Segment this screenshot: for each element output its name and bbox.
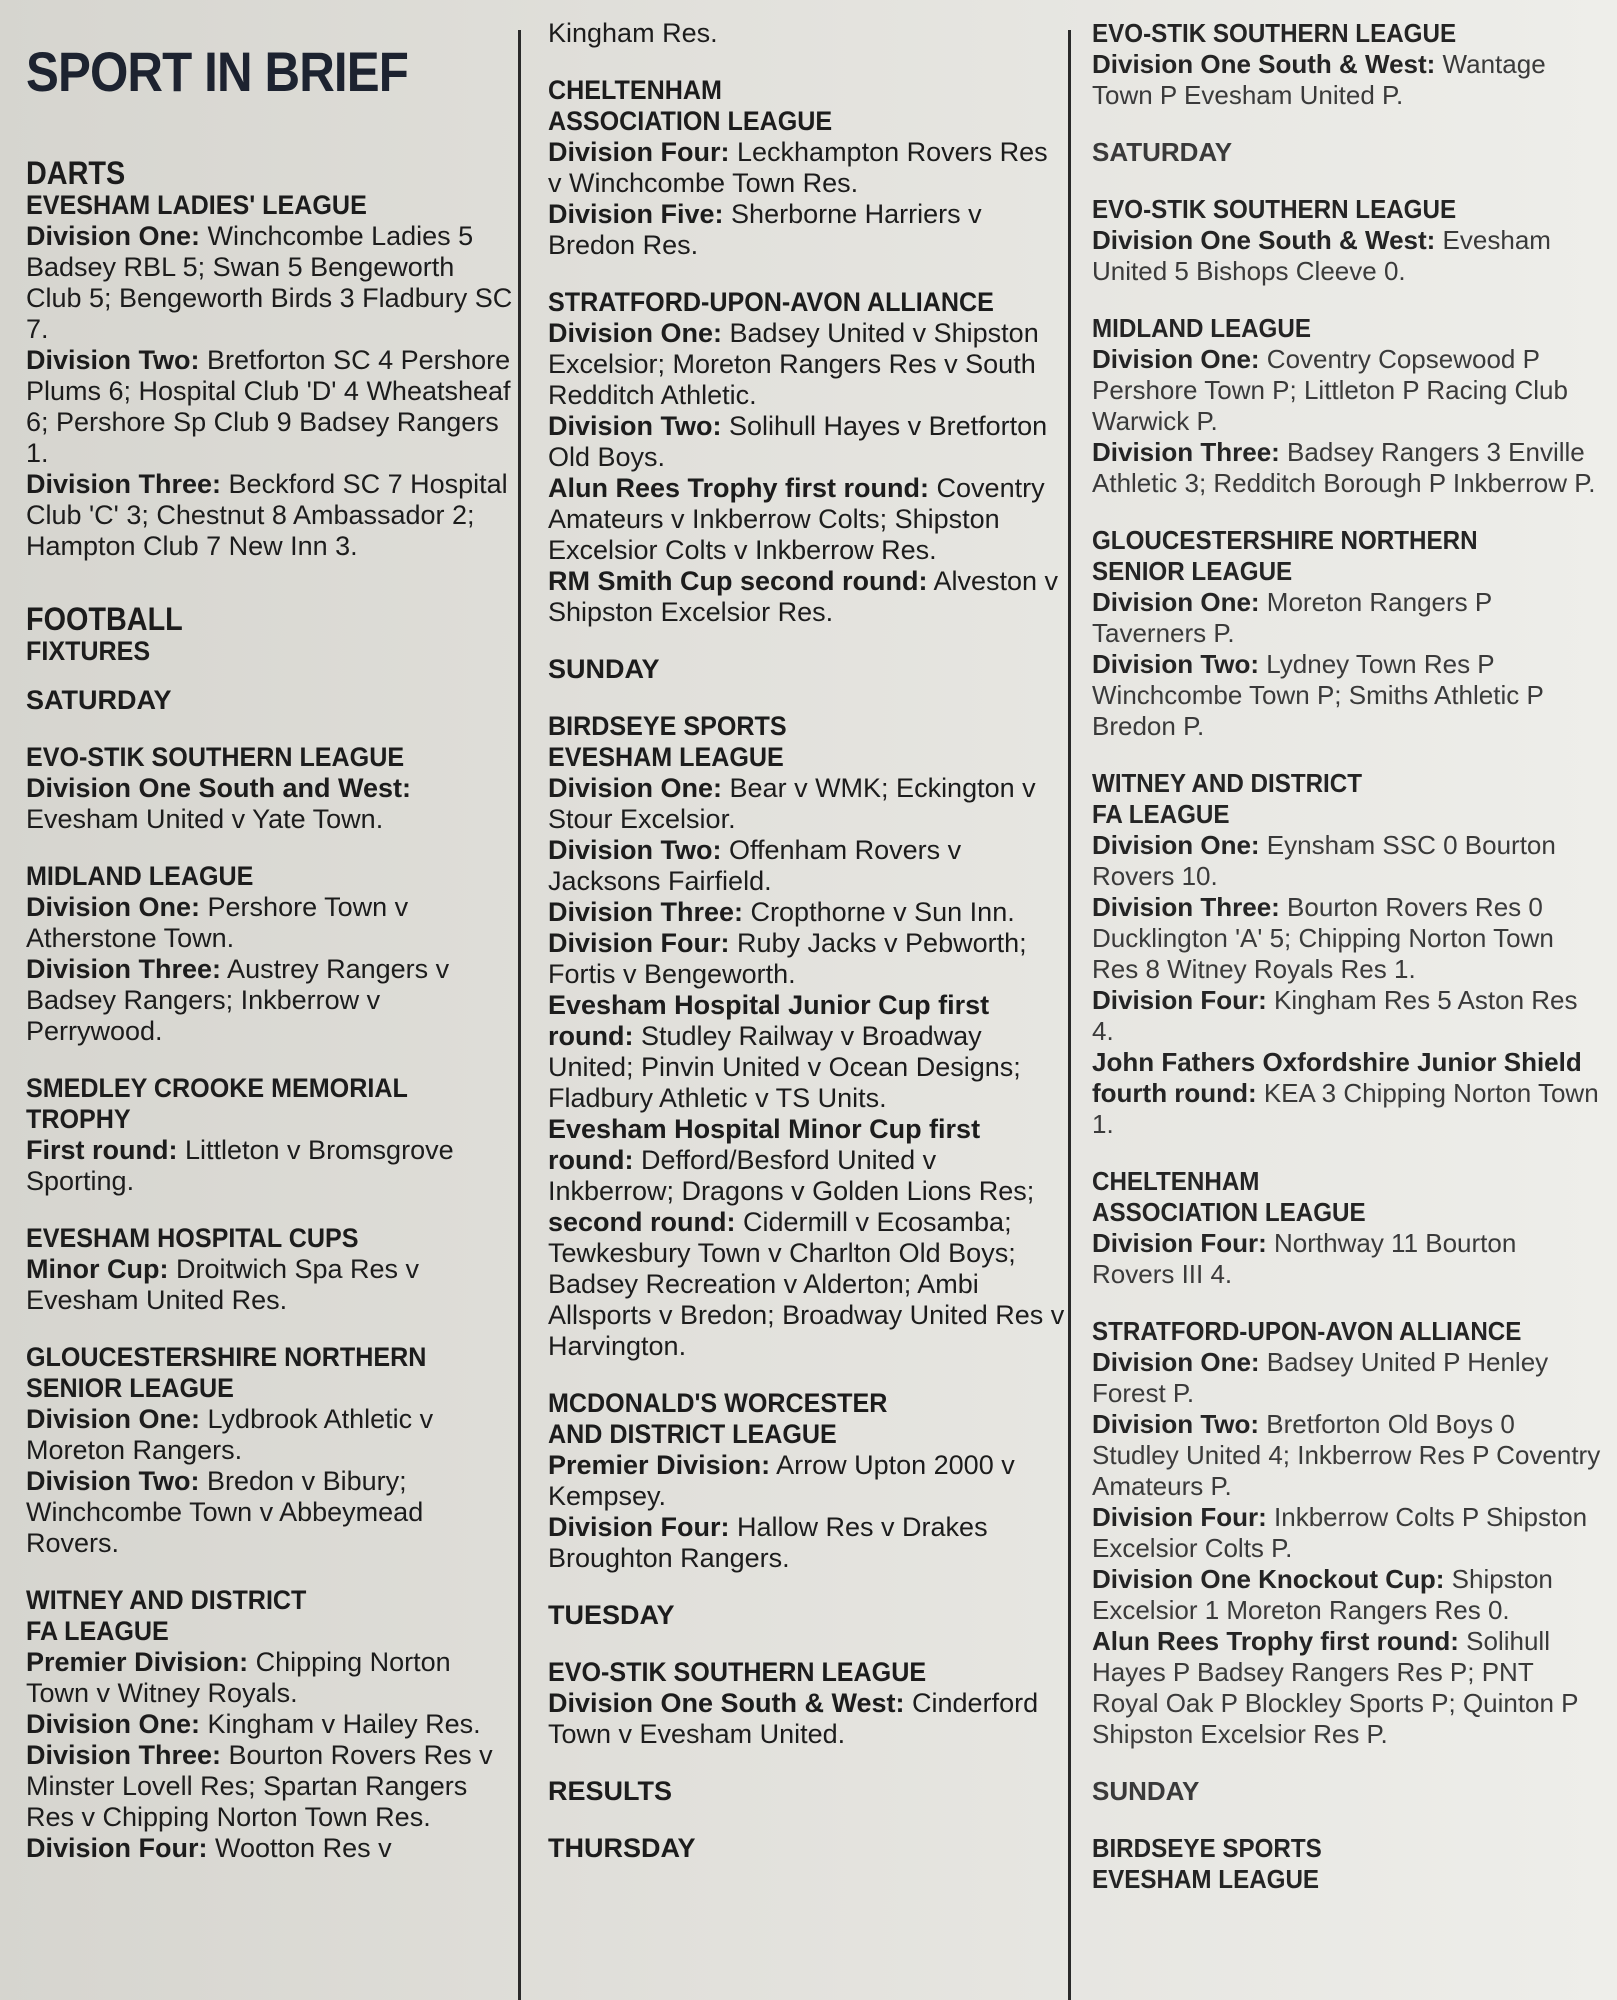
fixture-text: Ruby Jacks v Pebworth; Fortis v Bengeworth. [548, 928, 1027, 989]
fixture-line [548, 566, 1068, 628]
fixture-line [26, 773, 516, 835]
fixture-text: Pershore Town v Atherstone Town. [26, 892, 409, 953]
day-heading: SUNDAY [1092, 1776, 1200, 1806]
fixture-text: Evesham United 5 Bishops Cleeve 0. [1092, 225, 1551, 286]
fixture-text: Bourton Rovers Res v Minster Lovell Res; Spartan Rangers Res v Chipping Norton Town Res. [26, 1740, 493, 1832]
page-title: SPORT IN BRIEF [26, 40, 408, 103]
league-block [1092, 768, 1602, 1140]
fixture-text: Cidermill v Ecosamba; Tewkesbury Town v Charlton Old Boys; Badsey Recreation v Alderton; Ambi Allsports v Bredon; Broadway United Res v Harvington. [548, 1207, 1065, 1361]
section-subheading: FIXTURES [26, 636, 151, 666]
result-line [26, 221, 516, 345]
league-heading: EVO-STIK SOUTHERN LEAGUE [26, 742, 405, 772]
day-heading: SATURDAY [26, 685, 172, 715]
league-block [26, 742, 516, 835]
fixture-line [1092, 1626, 1602, 1750]
result-text: Bretforton SC 4 Pershore Plums 6; Hospital Club 'D' 4 Wheatsheaf 6; Pershore Sp Club 9 Badsey Rangers 1. [26, 345, 511, 468]
division-label: Division Three: [548, 897, 744, 927]
fixture-line [548, 199, 1068, 261]
fixture-text: Wantage Town P Evesham United P. [1092, 49, 1546, 110]
league-heading: GLOUCESTERSHIRE NORTHERN [26, 1342, 427, 1372]
division-label: First round: [26, 1135, 178, 1165]
league-heading: EVO-STIK SOUTHERN LEAGUE [1092, 18, 1457, 48]
result-text: Beckford SC 7 Hospital Club 'C' 3; Chestnut 8 Ambassador 2; Hampton Club 7 New Inn 3. [26, 469, 508, 561]
division-label: Division One: [1092, 830, 1260, 860]
league-heading: MIDLAND LEAGUE [26, 861, 254, 891]
league-block [548, 711, 1068, 1362]
fixture-line [548, 1512, 1068, 1574]
league-heading: GLOUCESTERSHIRE NORTHERN [1092, 525, 1478, 555]
league-heading: WITNEY AND DISTRICT [1092, 768, 1363, 798]
league-heading: BIRDSEYE SPORTS [548, 711, 787, 741]
fixture-text: Offenham Rovers v Jacksons Fairfield. [548, 835, 962, 896]
fixture-line [548, 1207, 1068, 1362]
division-label: Division One Knockout Cup: [1092, 1564, 1445, 1594]
fixture-text: Lydbrook Athletic v Moreton Rangers. [26, 1404, 434, 1465]
fixture-line [548, 835, 1068, 897]
fixture-text: Leckhampton Rovers Res v Winchcombe Town Res. [548, 137, 1048, 198]
fixture-text: Sherborne Harriers v Bredon Res. [548, 199, 982, 260]
league-block [1092, 18, 1602, 111]
league-block [26, 1585, 516, 1864]
column-rule [1068, 30, 1071, 2000]
league-block [1092, 1833, 1602, 1895]
division-label: Division Four: [26, 1833, 208, 1863]
league-heading: CHELTENHAM [1092, 1166, 1260, 1196]
fixture-line [1092, 1564, 1602, 1626]
league-heading: STRATFORD-UPON-AVON ALLIANCE [548, 287, 994, 317]
league-block [26, 861, 516, 1047]
sport-heading-darts: DARTS [26, 155, 126, 191]
fixture-line [26, 1647, 516, 1709]
result-text: Winchcombe Ladies 5 Badsey RBL 5; Swan 5 Bengeworth Club 5; Bengeworth Birds 3 Fladbury SC 7. [26, 221, 513, 344]
league-block [1092, 313, 1602, 499]
fixture-line [26, 1833, 516, 1864]
fixture-text: Cinderford Town v Evesham United. [548, 1688, 1039, 1749]
league-heading: WITNEY AND DISTRICT [26, 1585, 307, 1615]
division-label: Division Two: [548, 411, 722, 441]
result-line [26, 469, 516, 562]
division-label: Division One South & West: [1092, 225, 1436, 255]
division-label: Division Four: [1092, 985, 1267, 1015]
fixture-text: Shipston Excelsior 1 Moreton Rangers Res 0. [1092, 1564, 1553, 1625]
result-line [26, 345, 516, 469]
fixture-text: Cropthorne v Sun Inn. [743, 897, 1015, 927]
fixture-line [548, 473, 1068, 566]
fixture-text: Bear v WMK; Eckington v Stour Excelsior. [548, 773, 1036, 834]
division-label: Division Four: [1092, 1228, 1267, 1258]
fixture-line [1092, 587, 1602, 649]
fixture-line [548, 1114, 1068, 1207]
league-heading: SENIOR LEAGUE [26, 1373, 234, 1403]
league-heading: EVESHAM HOSPITAL CUPS [26, 1223, 359, 1253]
fixture-blocks [548, 75, 1068, 628]
fixture-blocks [26, 742, 516, 1864]
fixture-blocks [548, 711, 1068, 1574]
fixture-line [1092, 1228, 1602, 1290]
league-heading: AND DISTRICT LEAGUE [548, 1419, 837, 1449]
league-heading: STRATFORD-UPON-AVON ALLIANCE [1092, 1316, 1522, 1346]
fixture-text: Bourton Rovers Res 0 Ducklington 'A' 5; Chipping Norton Town Res 8 Witney Royals Res 1. [1092, 892, 1554, 984]
fixture-line [1092, 49, 1602, 111]
column-1 [26, 18, 516, 1890]
fixture-line [548, 928, 1068, 990]
division-label: Division Three: [26, 469, 222, 499]
division-label: Division One: [1092, 344, 1260, 374]
fixture-line [26, 1466, 516, 1559]
league-block [26, 1342, 516, 1559]
fixture-text: KEA 3 Chipping Norton Town 1. [1092, 1078, 1599, 1139]
result-blocks [1092, 1833, 1602, 1895]
fixture-text: Badsey United v Shipston Excelsior; Moreton Rangers Res v South Redditch Athletic. [548, 318, 1039, 410]
fixture-text: Northway 11 Bourton Rovers III 4. [1092, 1228, 1517, 1289]
fixture-text: Bredon v Bibury; Winchcombe Town v Abbeymead Rovers. [26, 1466, 424, 1558]
results-heading: RESULTS [548, 1776, 673, 1806]
fixture-text: Arrow Upton 2000 v Kempsey. [548, 1450, 1015, 1511]
fixture-text: Droitwich Spa Res v Evesham United Res. [26, 1254, 420, 1315]
division-label: Division One: [26, 1709, 201, 1739]
fixture-line [1092, 649, 1602, 742]
league-block [26, 1223, 516, 1316]
league-heading: ASSOCIATION LEAGUE [1092, 1197, 1366, 1227]
fixture-text: Evesham United v Yate Town. [26, 804, 384, 834]
fixture-text: Kingham Res 5 Aston Res 4. [1092, 985, 1578, 1046]
column-2 [548, 18, 1068, 1890]
fixture-line [26, 1404, 516, 1466]
division-label: Division Four: [548, 928, 730, 958]
division-label: Division Two: [1092, 649, 1260, 679]
division-label: Division Four: [1092, 1502, 1267, 1532]
league-block [1092, 194, 1602, 287]
fixture-text: Chipping Norton Town v Witney Royals. [26, 1647, 451, 1708]
darts-results [26, 221, 516, 562]
division-label: Division Three: [26, 954, 222, 984]
fixture-line [26, 1709, 516, 1740]
division-label: Division One: [1092, 587, 1260, 617]
division-label: Division One South and West: [26, 773, 412, 803]
fixture-line [26, 954, 516, 1047]
fixture-text: Eynsham SSC 0 Bourton Rovers 10. [1092, 830, 1556, 891]
league-block [548, 75, 1068, 261]
day-heading: THURSDAY [548, 1833, 696, 1863]
fixture-text: Austrey Rangers v Badsey Rangers; Inkberrow v Perrywood. [26, 954, 450, 1046]
division-label: John Fathers Oxfordshire Junior Shield fourth round: [1092, 1047, 1582, 1108]
league-heading: EVESHAM LEAGUE [548, 742, 784, 772]
league-heading: EVO-STIK SOUTHERN LEAGUE [1092, 194, 1457, 224]
fixture-text: Badsey Rangers 3 Enville Athletic 3; Redditch Borough P Inkberrow P. [1092, 437, 1596, 498]
league-block [548, 1388, 1068, 1574]
division-label: Evesham Hospital Minor Cup first round: [548, 1114, 981, 1175]
fixture-text: Hallow Res v Drakes Broughton Rangers. [548, 1512, 988, 1573]
league-heading: EVO-STIK SOUTHERN LEAGUE [548, 1657, 927, 1687]
fixture-line [548, 897, 1068, 928]
fixture-line [1092, 1502, 1602, 1564]
column-3 [1092, 18, 1602, 1921]
fixture-text: Lydney Town Res P Winchcombe Town P; Smiths Athletic P Bredon P. [1092, 649, 1544, 741]
league-heading: MIDLAND LEAGUE [1092, 313, 1311, 343]
league-block [1092, 525, 1602, 742]
division-label: Division Four: [548, 137, 730, 167]
fixture-line [1092, 1409, 1602, 1502]
fixture-line [26, 892, 516, 954]
division-label: Division Two: [548, 835, 722, 865]
day-heading: SUNDAY [548, 654, 660, 684]
fixture-text: Wootton Res v [207, 1833, 392, 1863]
fixture-line [1092, 1347, 1602, 1409]
division-label: RM Smith Cup second round: [548, 566, 928, 596]
league-block [548, 287, 1068, 628]
day-heading: TUESDAY [548, 1600, 675, 1630]
division-label: Division Two: [1092, 1409, 1260, 1439]
division-label: Evesham Hospital Junior Cup first round: [548, 990, 990, 1051]
fixture-line [1092, 344, 1602, 437]
division-label: second round: [548, 1207, 736, 1237]
division-label: Division One: [26, 221, 201, 251]
fixture-line [1092, 985, 1602, 1047]
fixture-line [548, 1450, 1068, 1512]
fixture-line [548, 773, 1068, 835]
division-label: Division Four: [548, 1512, 730, 1542]
division-label: Division Three: [1092, 437, 1280, 467]
fixture-line [26, 1254, 516, 1316]
fixture-line [1092, 437, 1602, 499]
fixture-line [548, 990, 1068, 1114]
fixture-text: Solihull Hayes P Badsey Rangers Res P; PNT Royal Oak P Blockley Sports P; Quinton P Shipston Excelsior Res P. [1092, 1626, 1579, 1749]
league-heading: ASSOCIATION LEAGUE [548, 106, 833, 136]
day-heading: SATURDAY [1092, 137, 1233, 167]
league-block [26, 1073, 516, 1197]
fixture-line [1092, 830, 1602, 892]
fixture-text: Coventry Amateurs v Inkberrow Colts; Shipston Excelsior Colts v Inkberrow Res. [548, 473, 1045, 565]
league-heading: EVESHAM LADIES' LEAGUE [26, 190, 367, 220]
fixture-line [26, 1740, 516, 1833]
division-label: Division One: [1092, 1347, 1260, 1377]
league-heading: FA LEAGUE [26, 1616, 169, 1646]
fixture-line [548, 318, 1068, 411]
league-heading: FA LEAGUE [1092, 799, 1230, 829]
carry-over-text: Kingham Res. [548, 18, 718, 48]
fixture-text: Kingham v Hailey Res. [200, 1709, 481, 1739]
fixture-text: Coventry Copsewood P Pershore Town P; Littleton P Racing Club Warwick P. [1092, 344, 1568, 436]
division-label: Minor Cup: [26, 1254, 169, 1284]
fixture-text: Littleton v Bromsgrove Sporting. [26, 1135, 454, 1196]
fixture-line [1092, 1047, 1602, 1140]
result-blocks [1092, 18, 1602, 111]
division-label: Division Two: [26, 345, 200, 375]
league-heading: SENIOR LEAGUE [1092, 556, 1293, 586]
league-block [1092, 1316, 1602, 1750]
fixture-text: Moreton Rangers P Taverners P. [1092, 587, 1492, 648]
column-rule [518, 30, 521, 2000]
division-label: Division One South & West: [548, 1688, 905, 1718]
league-block [1092, 1166, 1602, 1290]
division-label: Division Three: [26, 1740, 222, 1770]
league-heading: CHELTENHAM [548, 75, 722, 105]
fixture-line [26, 1135, 516, 1197]
division-label: Division One South & West: [1092, 49, 1436, 79]
fixture-text: Inkberrow Colts P Shipston Excelsior Colts P. [1092, 1502, 1588, 1563]
division-label: Division One: [548, 318, 723, 348]
division-label: Alun Rees Trophy first round: [1092, 1626, 1459, 1656]
fixture-line [548, 1688, 1068, 1750]
division-label: Premier Division: [548, 1450, 771, 1480]
fixture-line [1092, 892, 1602, 985]
fixture-line [548, 137, 1068, 199]
division-label: Premier Division: [26, 1647, 249, 1677]
fixture-text: Bretforton Old Boys 0 Studley United 4; Inkberrow Res P Coventry Amateurs P. [1092, 1409, 1601, 1501]
fixture-text: Studley Railway v Broadway United; Pinvin United v Ocean Designs; Fladbury Athletic v TS Units. [548, 1021, 1021, 1113]
fixture-text: Solihull Hayes v Bretforton Old Boys. [548, 411, 1048, 472]
division-label: Alun Rees Trophy first round: [548, 473, 930, 503]
result-blocks [1092, 194, 1602, 1750]
fixture-text: Badsey United P Henley Forest P. [1092, 1347, 1549, 1408]
sport-heading-football: FOOTBALL [26, 601, 183, 637]
league-heading: MCDONALD'S WORCESTER [548, 1388, 888, 1418]
league-heading: SMEDLEY CROOKE MEMORIAL [26, 1073, 408, 1103]
league-heading: TROPHY [26, 1104, 131, 1134]
division-label: Division Two: [26, 1466, 200, 1496]
division-label: Division One: [26, 892, 201, 922]
fixture-blocks [548, 1657, 1068, 1750]
fixture-line [1092, 225, 1602, 287]
division-label: Division One: [548, 773, 723, 803]
fixture-line [548, 411, 1068, 473]
league-block [548, 1657, 1068, 1750]
league-heading: BIRDSEYE SPORTS [1092, 1833, 1322, 1863]
league-heading: EVESHAM LEAGUE [1092, 1864, 1320, 1894]
fixture-text: Defford/Besford United v Inkberrow; Dragons v Golden Lions Res; [548, 1145, 1035, 1206]
division-label: Division Three: [1092, 892, 1280, 922]
division-label: Division One: [26, 1404, 201, 1434]
fixture-text: Alveston v Shipston Excelsior Res. [548, 566, 1059, 627]
division-label: Division Five: [548, 199, 724, 229]
